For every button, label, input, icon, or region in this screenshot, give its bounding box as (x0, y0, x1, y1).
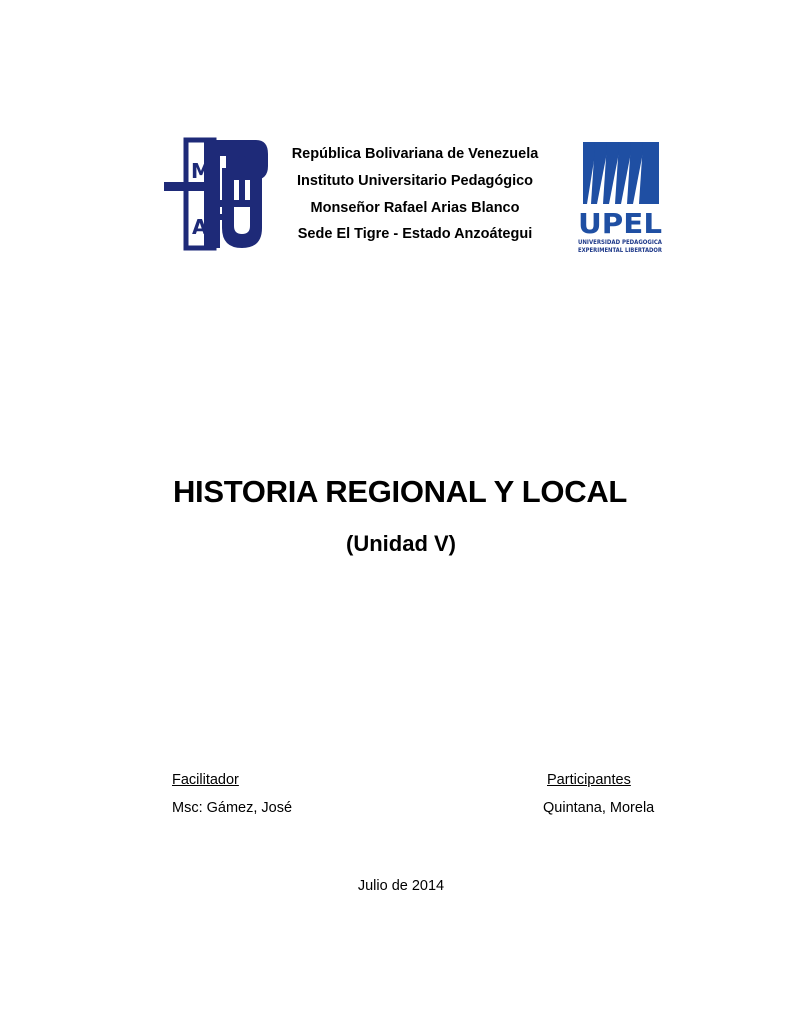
participant-name: Quintana, Morela (543, 800, 655, 816)
upel-logo-icon (575, 140, 665, 256)
document-date: Julio de 2014 (357, 878, 445, 894)
facilitator-name: Msc: Gámez, José (172, 800, 293, 816)
document-subtitle: (Unidad V) (346, 531, 456, 556)
svg-text:UPEL: UPEL (578, 207, 663, 240)
svg-text:M: M (191, 159, 211, 183)
iupma-logo-icon (164, 138, 270, 250)
header-line-monsenor: Monseñor Rafael Arias Blanco (310, 199, 520, 216)
svg-text:EXPERIMENTAL LIBERTADOR: EXPERIMENTAL LIBERTADOR (578, 247, 663, 254)
svg-text:UNIVERSIDAD PEDAGOGICA: UNIVERSIDAD PEDAGOGICA (578, 239, 663, 246)
institution-header (270, 141, 560, 248)
header-line-institute: Instituto Universitario Pedagógico (296, 172, 534, 189)
document-title: HISTORIA REGIONAL Y LOCAL (172, 474, 628, 509)
svg-text:A: A (192, 215, 208, 239)
participants-label: Participantes (547, 772, 631, 788)
header-line-seat: Sede El Tigre - Estado Anzoátegui (297, 226, 533, 243)
facilitator-label: Facilitador (172, 772, 239, 788)
header-line-country: República Bolivariana de Venezuela (291, 146, 539, 162)
